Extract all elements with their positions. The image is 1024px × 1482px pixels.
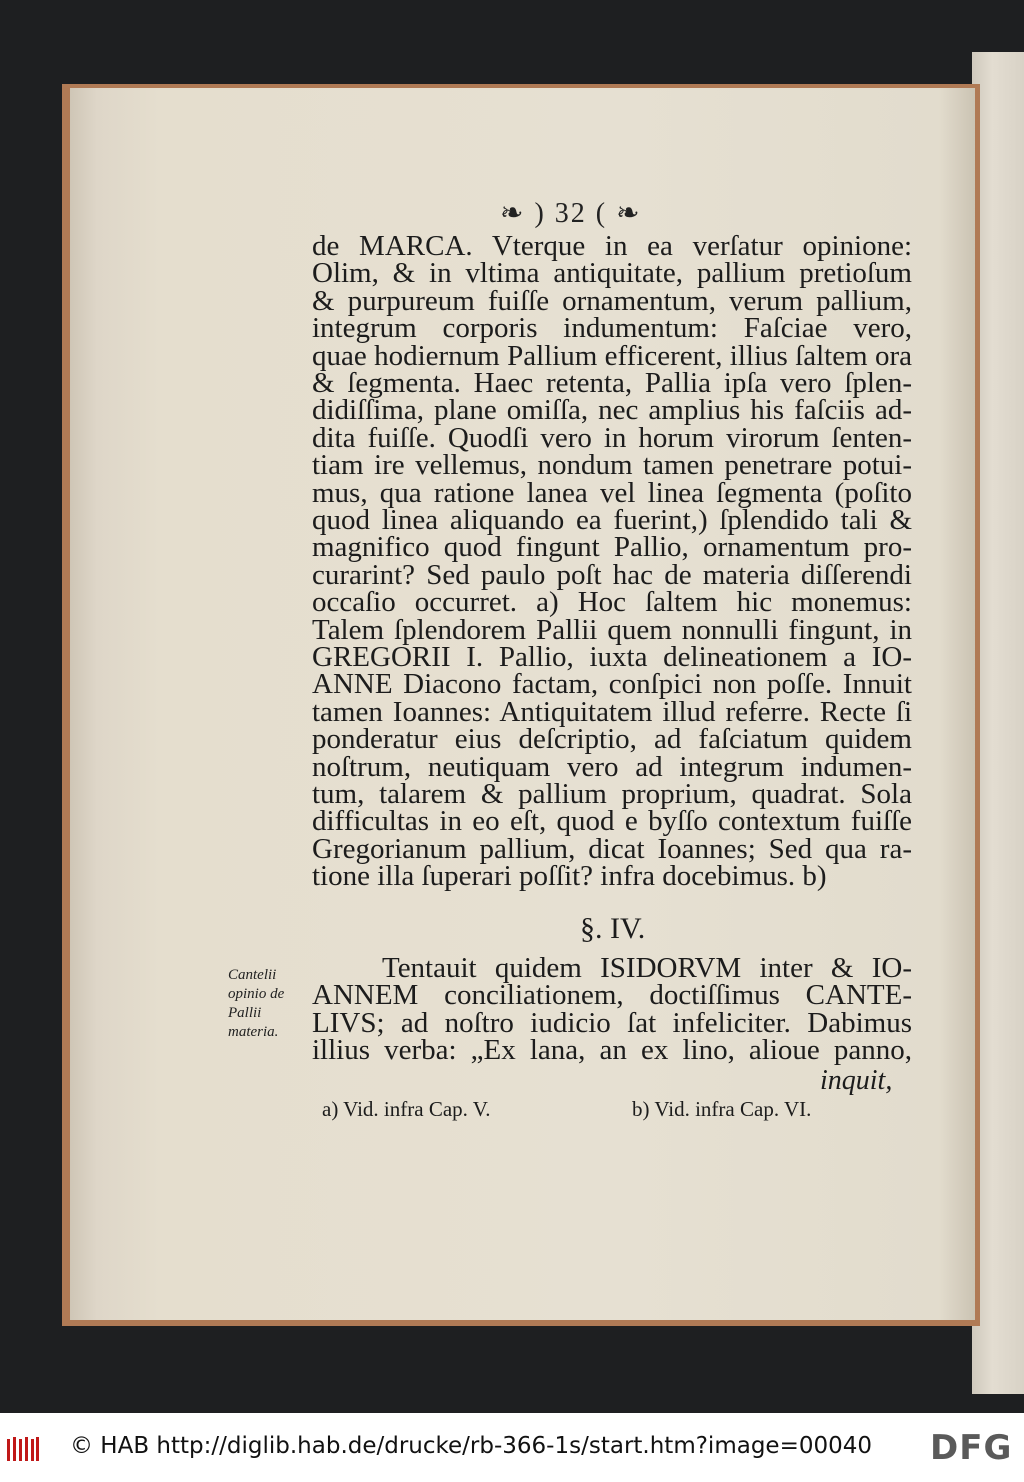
text-line: occaſio occurret. a) Hoc ſaltem hic monemus: (312, 586, 912, 619)
section-text-line: Tentauit quidem ISIDORVM inter & IO- (382, 952, 912, 984)
text-line: Gregorianum pallium, dicat Ioannes; Sed qua ra- (312, 832, 912, 865)
text-line: integrum corporis indumentum: Faſciae vero, (312, 312, 912, 345)
text-line: magnifico quod fingunt Pallio, ornamentum pro- (312, 531, 912, 564)
section-text-line: illius verba: „Ex lana, an ex lino, alioue panno, (312, 1034, 912, 1067)
text-line: curarint? Sed paulo poſt hac de materia diſſerendi (312, 558, 912, 591)
text-line: dita fuiſſe. Quodſi vero in horum virorum ſenten- (312, 421, 912, 454)
text-line: GREGORII I. Pallio, iuxta delineationem a IO- (312, 641, 912, 673)
text-line: de MARCA. Vterque in ea verſatur opinione: (312, 230, 912, 262)
text-line: & purpureum fuiſſe ornamentum, verum pallium, (312, 284, 912, 317)
page-header: ❧ ) 32 ( ❧ (500, 198, 642, 229)
text-line: tamen Ioannes: Antiquitatem illud referre. Recte ſi (312, 695, 912, 728)
footnote-b: b) Vid. infra Cap. VI. (632, 1097, 812, 1121)
text-line: ponderatur eius deſcriptio, ad faſciatum quidem (312, 723, 912, 756)
footer-link[interactable]: © HAB http://diglib.hab.de/drucke/rb-366-1s/start.htm?image=00040 (70, 1433, 873, 1459)
section-text-line: ANNEM conciliationem, doctiſſimus CANTE- (312, 979, 912, 1012)
text-line: Olim, & in vltima antiquitate, pallium pretioſum (312, 257, 912, 290)
catchword: inquit, (820, 1065, 893, 1096)
section-text-line: LIVS; ad noſtro iudicio ſat infeliciter. Dabimus (312, 1006, 912, 1039)
section-heading: §. IV. (580, 912, 646, 945)
text-line: difficultas in eo eſt, quod e byſſo contextum fuiſſe (312, 805, 912, 838)
footnote-a: a) Vid. infra Cap. V. (322, 1097, 491, 1121)
text-line: tum, talarem & pallium proprium, quadrat. Sola (312, 778, 912, 810)
text-line: quae hodiernum Pallium efficerent, illius ſaltem ora (312, 339, 912, 372)
text-line: tione illa ſuperari poſſit? infra docebimus. b) (312, 860, 827, 893)
text-line: quod linea aliquando ea fuerint,) ſplendido tali & (312, 504, 912, 536)
text-line: ANNE Diacono factam, conſpici non poſſe. Innuit (312, 668, 912, 701)
text-line: noſtrum, neutiquam vero ad integrum indumen- (312, 750, 912, 783)
barcode-icon (6, 1435, 40, 1463)
margin-note: Cantelii opinio de Pallii materia. (228, 967, 285, 1040)
text-line: Talem ſplendorem Pallii quem nonnulli fingunt, in (312, 613, 912, 646)
text-line: didiſſima, plane omiſſa, nec amplius his faſciis ad- (312, 394, 912, 427)
text-line: & ſegmenta. Haec retenta, Pallia ipſa vero ſplen- (312, 367, 912, 399)
text-line: tiam ire vellemus, nondum tamen penetrare potui- (312, 449, 912, 482)
footer-bar (0, 1413, 1024, 1482)
dfg-logo: DFG (930, 1428, 1013, 1468)
text-line: mus, qua ratione lanea vel linea ſegmenta (poſito (312, 476, 912, 509)
